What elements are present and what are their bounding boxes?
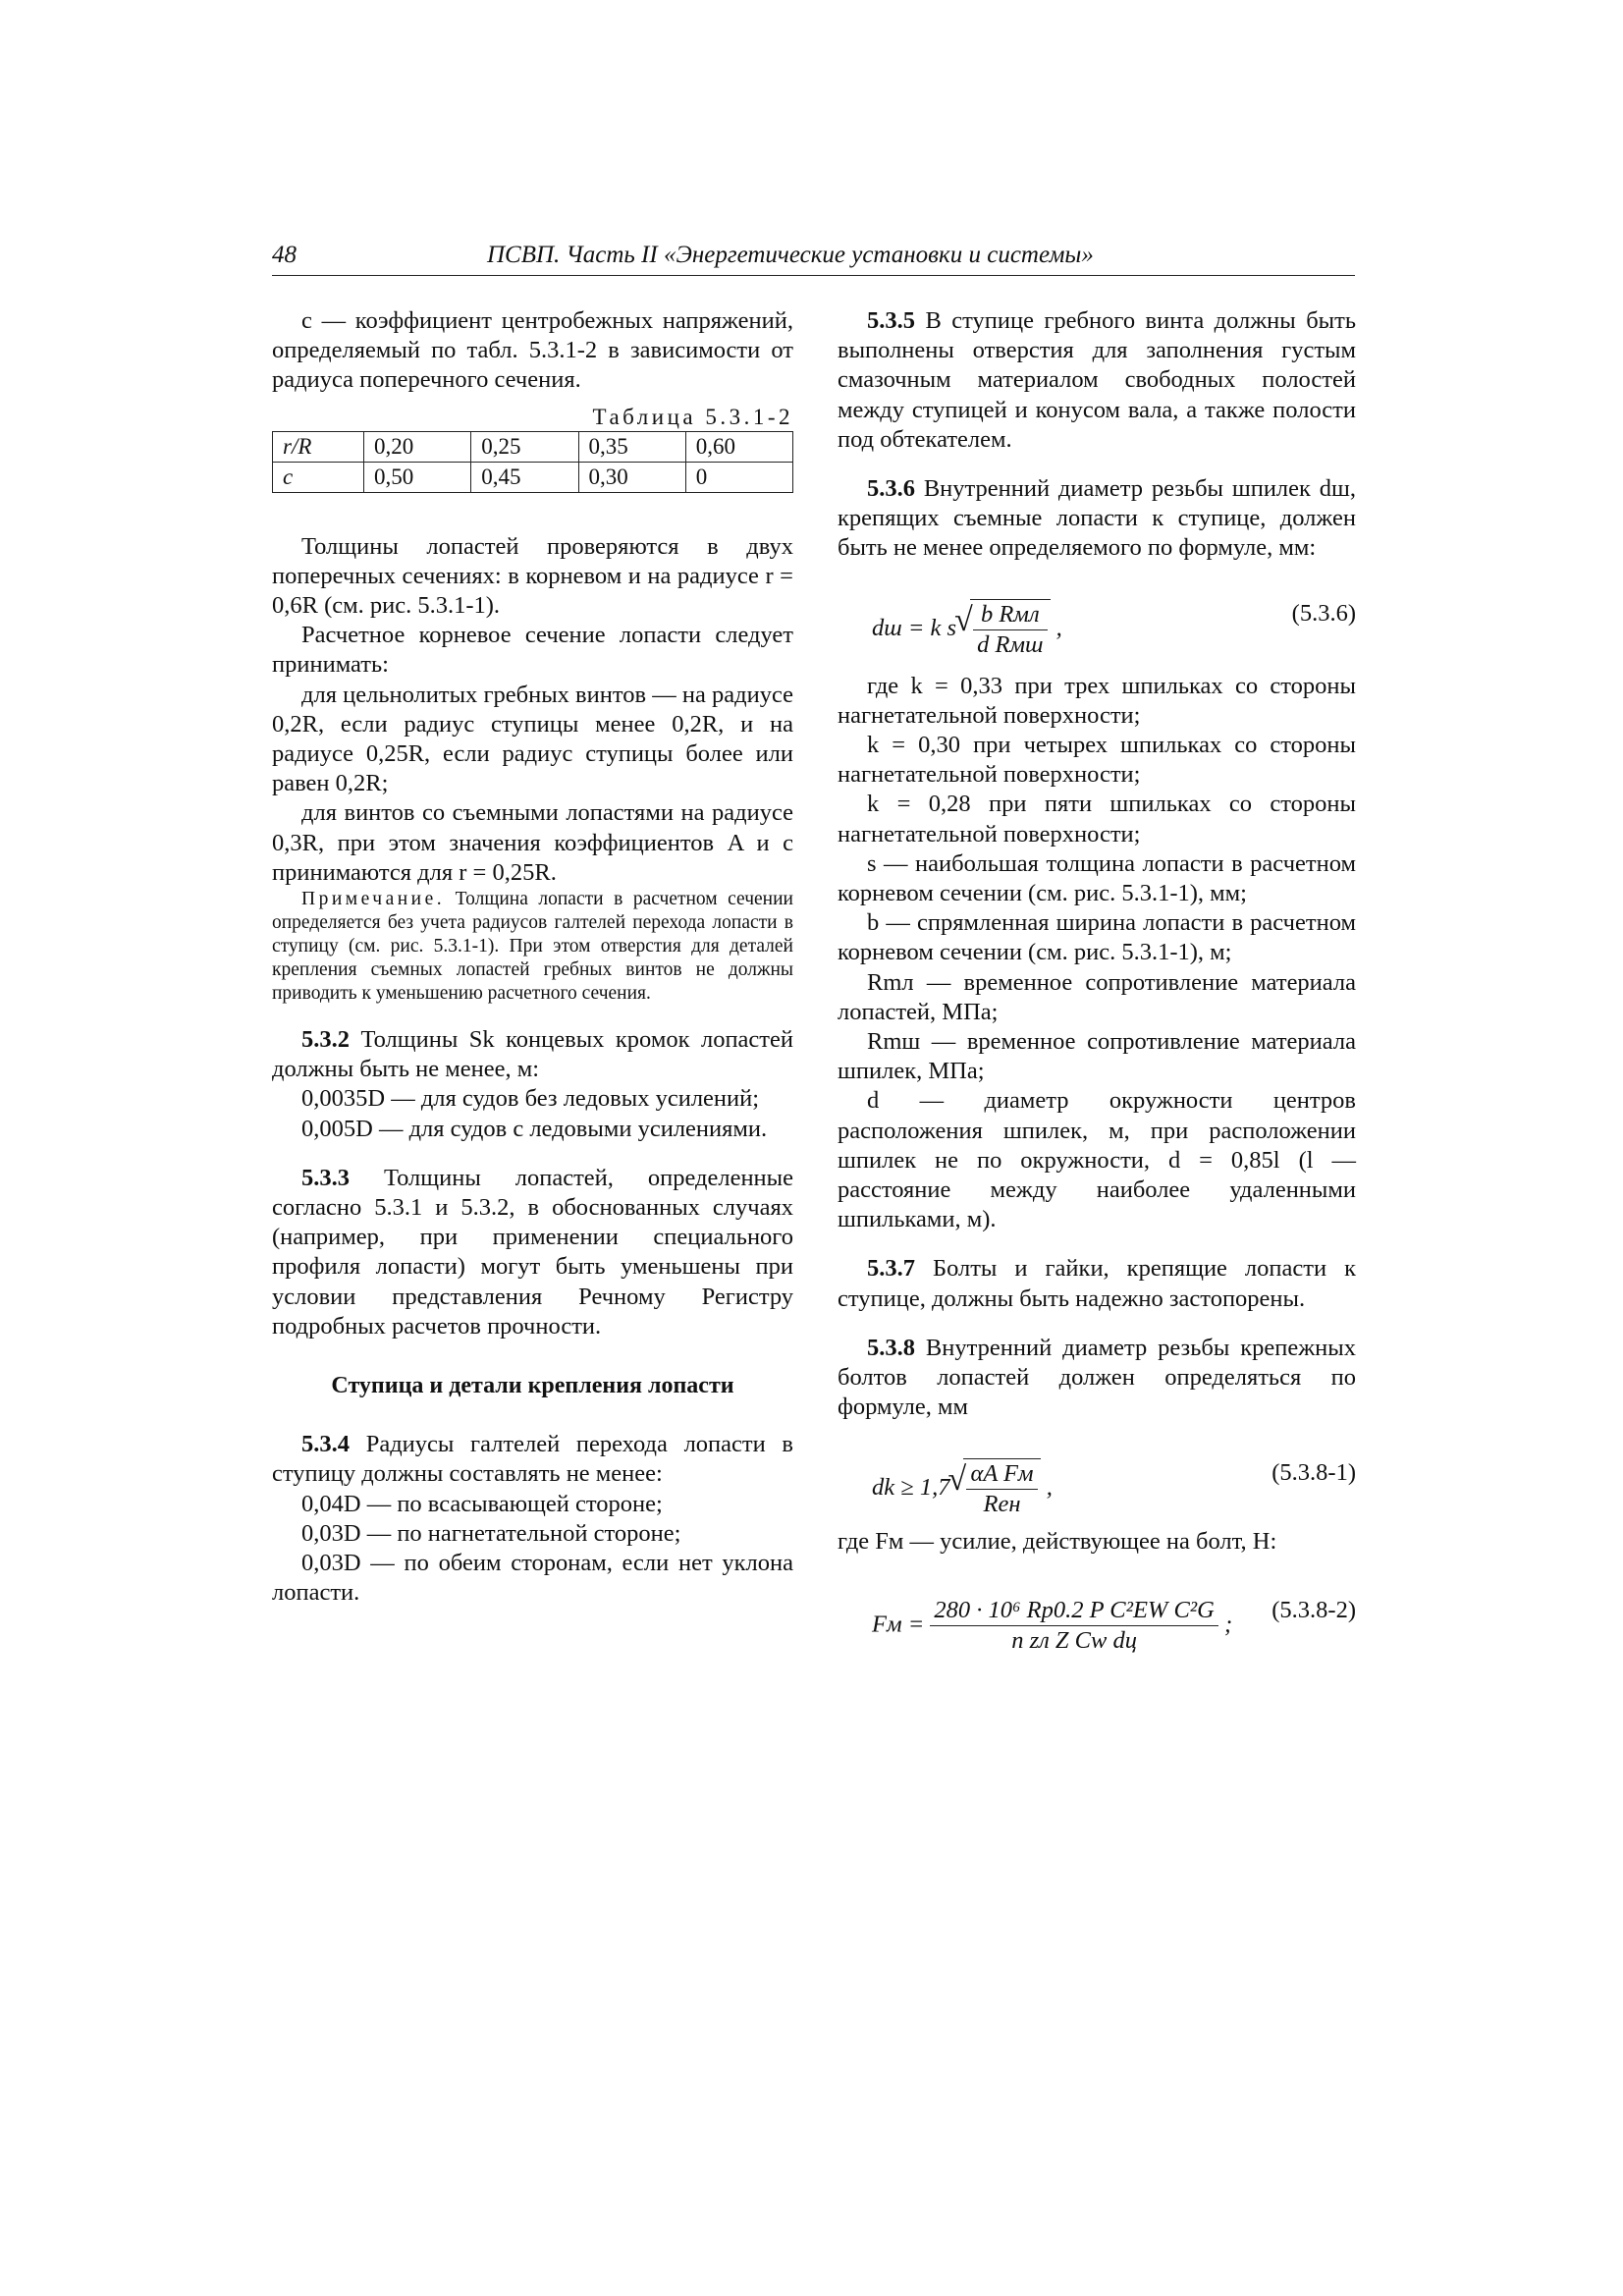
table-cell: 0,25	[471, 431, 578, 462]
paragraph: 0,04D — по всасывающей стороне;	[301, 1490, 663, 1517]
paragraph: 0,0035D — для судов без ледовых усилений;	[301, 1085, 760, 1113]
table-cell: 0,60	[685, 431, 792, 462]
note-text: Толщина лопасти в расчетном сечении определяется без учета радиусов галтелей перехода лопасти в ступицу (см. рис. 5.3.1-1). При этом отверстия для деталей крепления съемных лопастей гребных винтов не должны приводить к уменьшению расчетного сечения.	[272, 889, 793, 1005]
formula-label: (5.3.8-1)	[1271, 1458, 1356, 1486]
clause-5-3-6: 5.3.6 Внутренний диаметр резьбы шпилек dш, крепящих съемные лопасти к ступице, должен быть не менее определяемого по формуле, мм:	[838, 475, 1356, 562]
paragraph: b — спрямленная ширина лопасти в расчетном корневом сечении (см. рис. 5.3.1-1), м;	[838, 909, 1356, 966]
note	[272, 888, 793, 1006]
table-row	[273, 431, 793, 462]
clause-number: 5.3.5	[867, 307, 915, 334]
formula-5-3-8-1: dk ≥ 1,7 √ $\frac{\text{αA Fм}}{\text{Reн}}$ , (5.3.8-1)	[838, 1437, 1356, 1527]
note-label: Примечание.	[301, 889, 446, 910]
clause-5-3-7: 5.3.7 Болты и гайки, крепящие лопасти к ступице, должны быть надежно застопорены.	[838, 1255, 1356, 1312]
left-column	[272, 306, 793, 1609]
clause-number: 5.3.4	[301, 1431, 350, 1458]
table-cell: r/R	[273, 431, 364, 462]
formula-label: (5.3.6)	[1291, 599, 1356, 627]
paragraph: c — коэффициент центробежных напряжений, определяемый по табл. 5.3.1-2 в зависимости от радиуса поперечного сечения.	[272, 307, 793, 394]
paragraph: d — диаметр окружности центров расположения шпилек, м, при расположении шпилек не по окружности, d = 0,85l (l — расстояние между наиболее удаленными шпильками, м).	[838, 1087, 1356, 1233]
clause-5-3-4: 5.3.4 Радиусы галтелей перехода лопасти в ступицу должны составлять не менее:	[272, 1431, 793, 1488]
table-cell: c	[273, 462, 364, 492]
clause-5-3-2: 5.3.2 Толщины Sk концевых кромок лопастей должны быть не менее, м:	[272, 1026, 793, 1083]
paragraph: 0,005D — для судов с ледовыми усилениями.	[301, 1115, 768, 1142]
paragraph: Расчетное корневое сечение лопасти следует принимать:	[272, 622, 793, 679]
running-title: ПСВП. Часть II «Энергетические установки и системы»	[487, 242, 1094, 268]
paragraph: где k = 0,33 при трех шпильках со стороны нагнетательной поверхности;	[838, 672, 1356, 729]
table-cell: 0,20	[364, 431, 471, 462]
running-header	[272, 236, 1355, 276]
table-cell: 0,35	[578, 431, 685, 462]
paragraph: s — наибольшая толщина лопасти в расчетном корневом сечении (см. рис. 5.3.1-1), мм;	[838, 849, 1356, 907]
paragraph: k = 0,30 при четырех шпильках со стороны нагнетательной поверхности;	[838, 732, 1356, 789]
clause-number: 5.3.6	[867, 475, 915, 503]
paragraph: Rmл — временное сопротивление материала лопастей, МПа;	[838, 968, 1356, 1025]
clause-number: 5.3.7	[867, 1255, 915, 1283]
paragraph: для винтов со съемными лопастями на радиусе 0,3R, при этом значения коэффициентов A и c принимаются для r = 0,25R.	[272, 799, 793, 886]
clause-5-3-3: 5.3.3 Толщины лопастей, определенные согласно 5.3.1 и 5.3.2, в обоснованных случаях (например, при применении специального профиля лопасти) могут быть уменьшены при условии представления Речному Регистру подробных расчетов прочности.	[272, 1164, 793, 1339]
paragraph: 0,03D — по обеим сторонам, если нет уклона лопасти.	[272, 1550, 793, 1607]
paragraph: Толщины лопастей проверяются в двух поперечных сечениях: в корневом и на радиусе r = 0,6R (см. рис. 5.3.1-1).	[272, 532, 793, 620]
clause-5-3-5: 5.3.5 В ступице гребного винта должны быть выполнены отверстия для заполнения густым смазочным материалом свободных полостей между ступицей и конусом вала, а также полости под обтекателем.	[838, 307, 1356, 453]
clause-5-3-8: 5.3.8 Внутренний диаметр резьбы крепежных болтов лопастей должен определяться по формуле, мм	[838, 1334, 1356, 1421]
paragraph: 0,03D — по нагнетательной стороне;	[301, 1519, 681, 1547]
right-column	[838, 306, 1356, 1668]
table-caption: Таблица 5.3.1-2	[592, 404, 793, 429]
formula-5-3-6: dш = k s √ $\frac{\text{b Rмл}}{\text{d Rмш}}$ , (5.3.6)	[838, 577, 1356, 672]
clause-number: 5.3.3	[301, 1164, 350, 1191]
paragraph: k = 0,28 при пяти шпильках со стороны нагнетательной поверхности;	[838, 791, 1356, 847]
paragraph: где Fм — усилие, действующее на болт, Н:	[838, 1527, 1277, 1555]
paragraph: для цельнолитых гребных винтов — на радиусе 0,2R, если радиус ступицы менее 0,2R, и на радиусе 0,25R, если радиус ступицы более или равен 0,2R;	[272, 681, 793, 797]
table-cell: 0,50	[364, 462, 471, 492]
clause-number: 5.3.8	[867, 1334, 915, 1361]
table-cell: 0,30	[578, 462, 685, 492]
table-cell: 0	[685, 462, 792, 492]
formula-5-3-8-2: Fм = $\frac{\text{280 · 10⁶ Rp0.2 P C²EW C²G}}{\text{n zл Z Cw dц}}$ ; (5.3.8-2)	[872, 1596, 1356, 1654]
formula-label: (5.3.8-2)	[1271, 1596, 1356, 1623]
table-cell: 0,45	[471, 462, 578, 492]
subheading: Ступица и детали крепления лопасти	[331, 1373, 734, 1399]
coefficient-table	[272, 431, 793, 493]
paragraph: Rmш — временное сопротивление материала шпилек, МПа;	[838, 1028, 1356, 1085]
table-row	[273, 462, 793, 492]
clause-number: 5.3.2	[301, 1026, 350, 1054]
page-number: 48	[272, 242, 297, 268]
